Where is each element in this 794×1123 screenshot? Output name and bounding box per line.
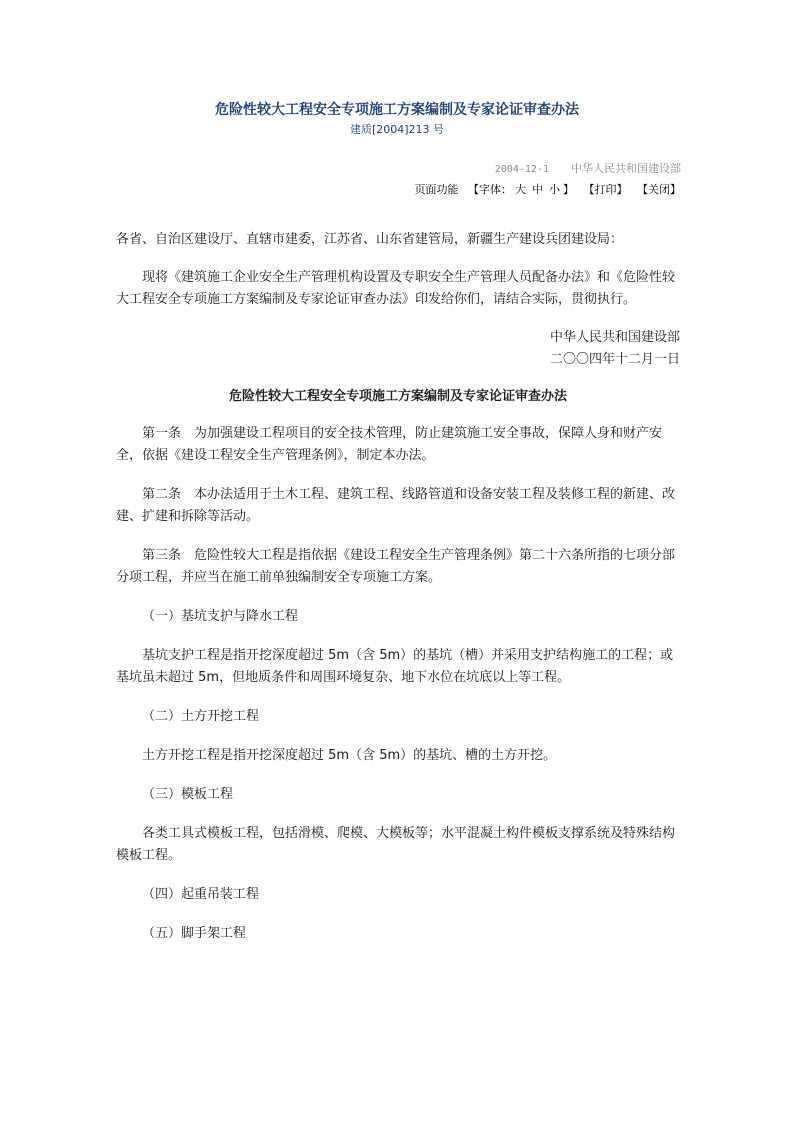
item-1-text: 基坑支护工程是指开挖深度超过 5m（含 5m）的基坑（槽）并采用支护结构施工的工程；或基坑虽未超过 5m，但地质条件和周围环境复杂、地下水位在坑底以上等工程。 — [116, 648, 674, 685]
page-functions-label: 页面功能 — [414, 183, 459, 196]
item-4-heading: （四）起重吊装工程 — [142, 887, 260, 902]
item-3-heading: （三）模板工程 — [142, 787, 234, 802]
print-link[interactable]: 【打印】 — [583, 183, 628, 196]
letter-body: 现将《建筑施工企业安全生产管理机构设置及专职安全生产管理人员配备办法》和《危险性较大工程安全专项施工方案编制及专家论证审查办法》印发给你们，请结合实际，贯彻执行。 — [116, 270, 676, 307]
font-size-small-link[interactable]: 小 — [549, 183, 560, 196]
article-3: 第三条 危险性较大工程是指依据《建设工程安全生产管理条例》第二十六条所指的七项分部分项工程，并应当在施工前单独编制安全专项施工方案。 — [116, 548, 676, 585]
document-title: 危险性较大工程安全专项施工方案编制及专家论证审查办法 — [215, 102, 579, 118]
rules-title: 危险性较大工程安全专项施工方案编制及专家论证审查办法 — [228, 389, 567, 404]
font-size-group — [468, 183, 574, 196]
article-2: 第二条 本办法适用于土木工程、建筑工程、线路管道和设备安装工程及装修工程的新建、改建、扩建和拆除等活动。 — [116, 487, 676, 524]
letter-sign-date: 二〇〇四年十二月一日 — [549, 352, 680, 367]
item-3-text: 各类工具式模板工程，包括滑模、爬模、大模板等；水平混凝土构件模板支撑系统及特殊结构模板工程。 — [116, 826, 676, 863]
item-5-heading: （五）脚手架工程 — [142, 926, 247, 941]
font-size-open: 【字体： — [468, 183, 512, 196]
page-functions-bar — [415, 181, 682, 197]
issuer-name: 中华人民共和国建设部 — [571, 162, 681, 175]
letter-signature: 中华人民共和国建设部 — [549, 330, 680, 345]
item-2-text: 土方开挖工程是指开挖深度超过 5m（含 5m）的基坑、槽的土方开挖。 — [142, 748, 557, 763]
close-link[interactable]: 【关闭】 — [637, 183, 681, 196]
letter-recipients: 各省、自治区建设厅、直辖市建委，江苏省、山东省建管局，新疆生产建设兵团建设局： — [116, 232, 624, 247]
article-1: 第一条 为加强建设工程项目的安全技术管理，防止建筑施工安全事故，保障人身和财产安全，依据《建设工程安全生产管理条例》，制定本办法。 — [116, 426, 663, 463]
publish-date: 2004-12-1 — [494, 164, 549, 175]
font-size-large-link[interactable]: 大 — [515, 183, 526, 196]
document-body — [116, 229, 680, 945]
font-size-close: 】 — [563, 183, 574, 196]
publish-meta — [495, 160, 681, 176]
document-number: 建质[2004]213 号 — [349, 123, 445, 136]
item-2-heading: （二）土方开挖工程 — [142, 709, 260, 724]
item-1-heading: （一）基坑支护与降水工程 — [142, 609, 299, 624]
font-size-medium-link[interactable]: 中 — [532, 183, 543, 196]
